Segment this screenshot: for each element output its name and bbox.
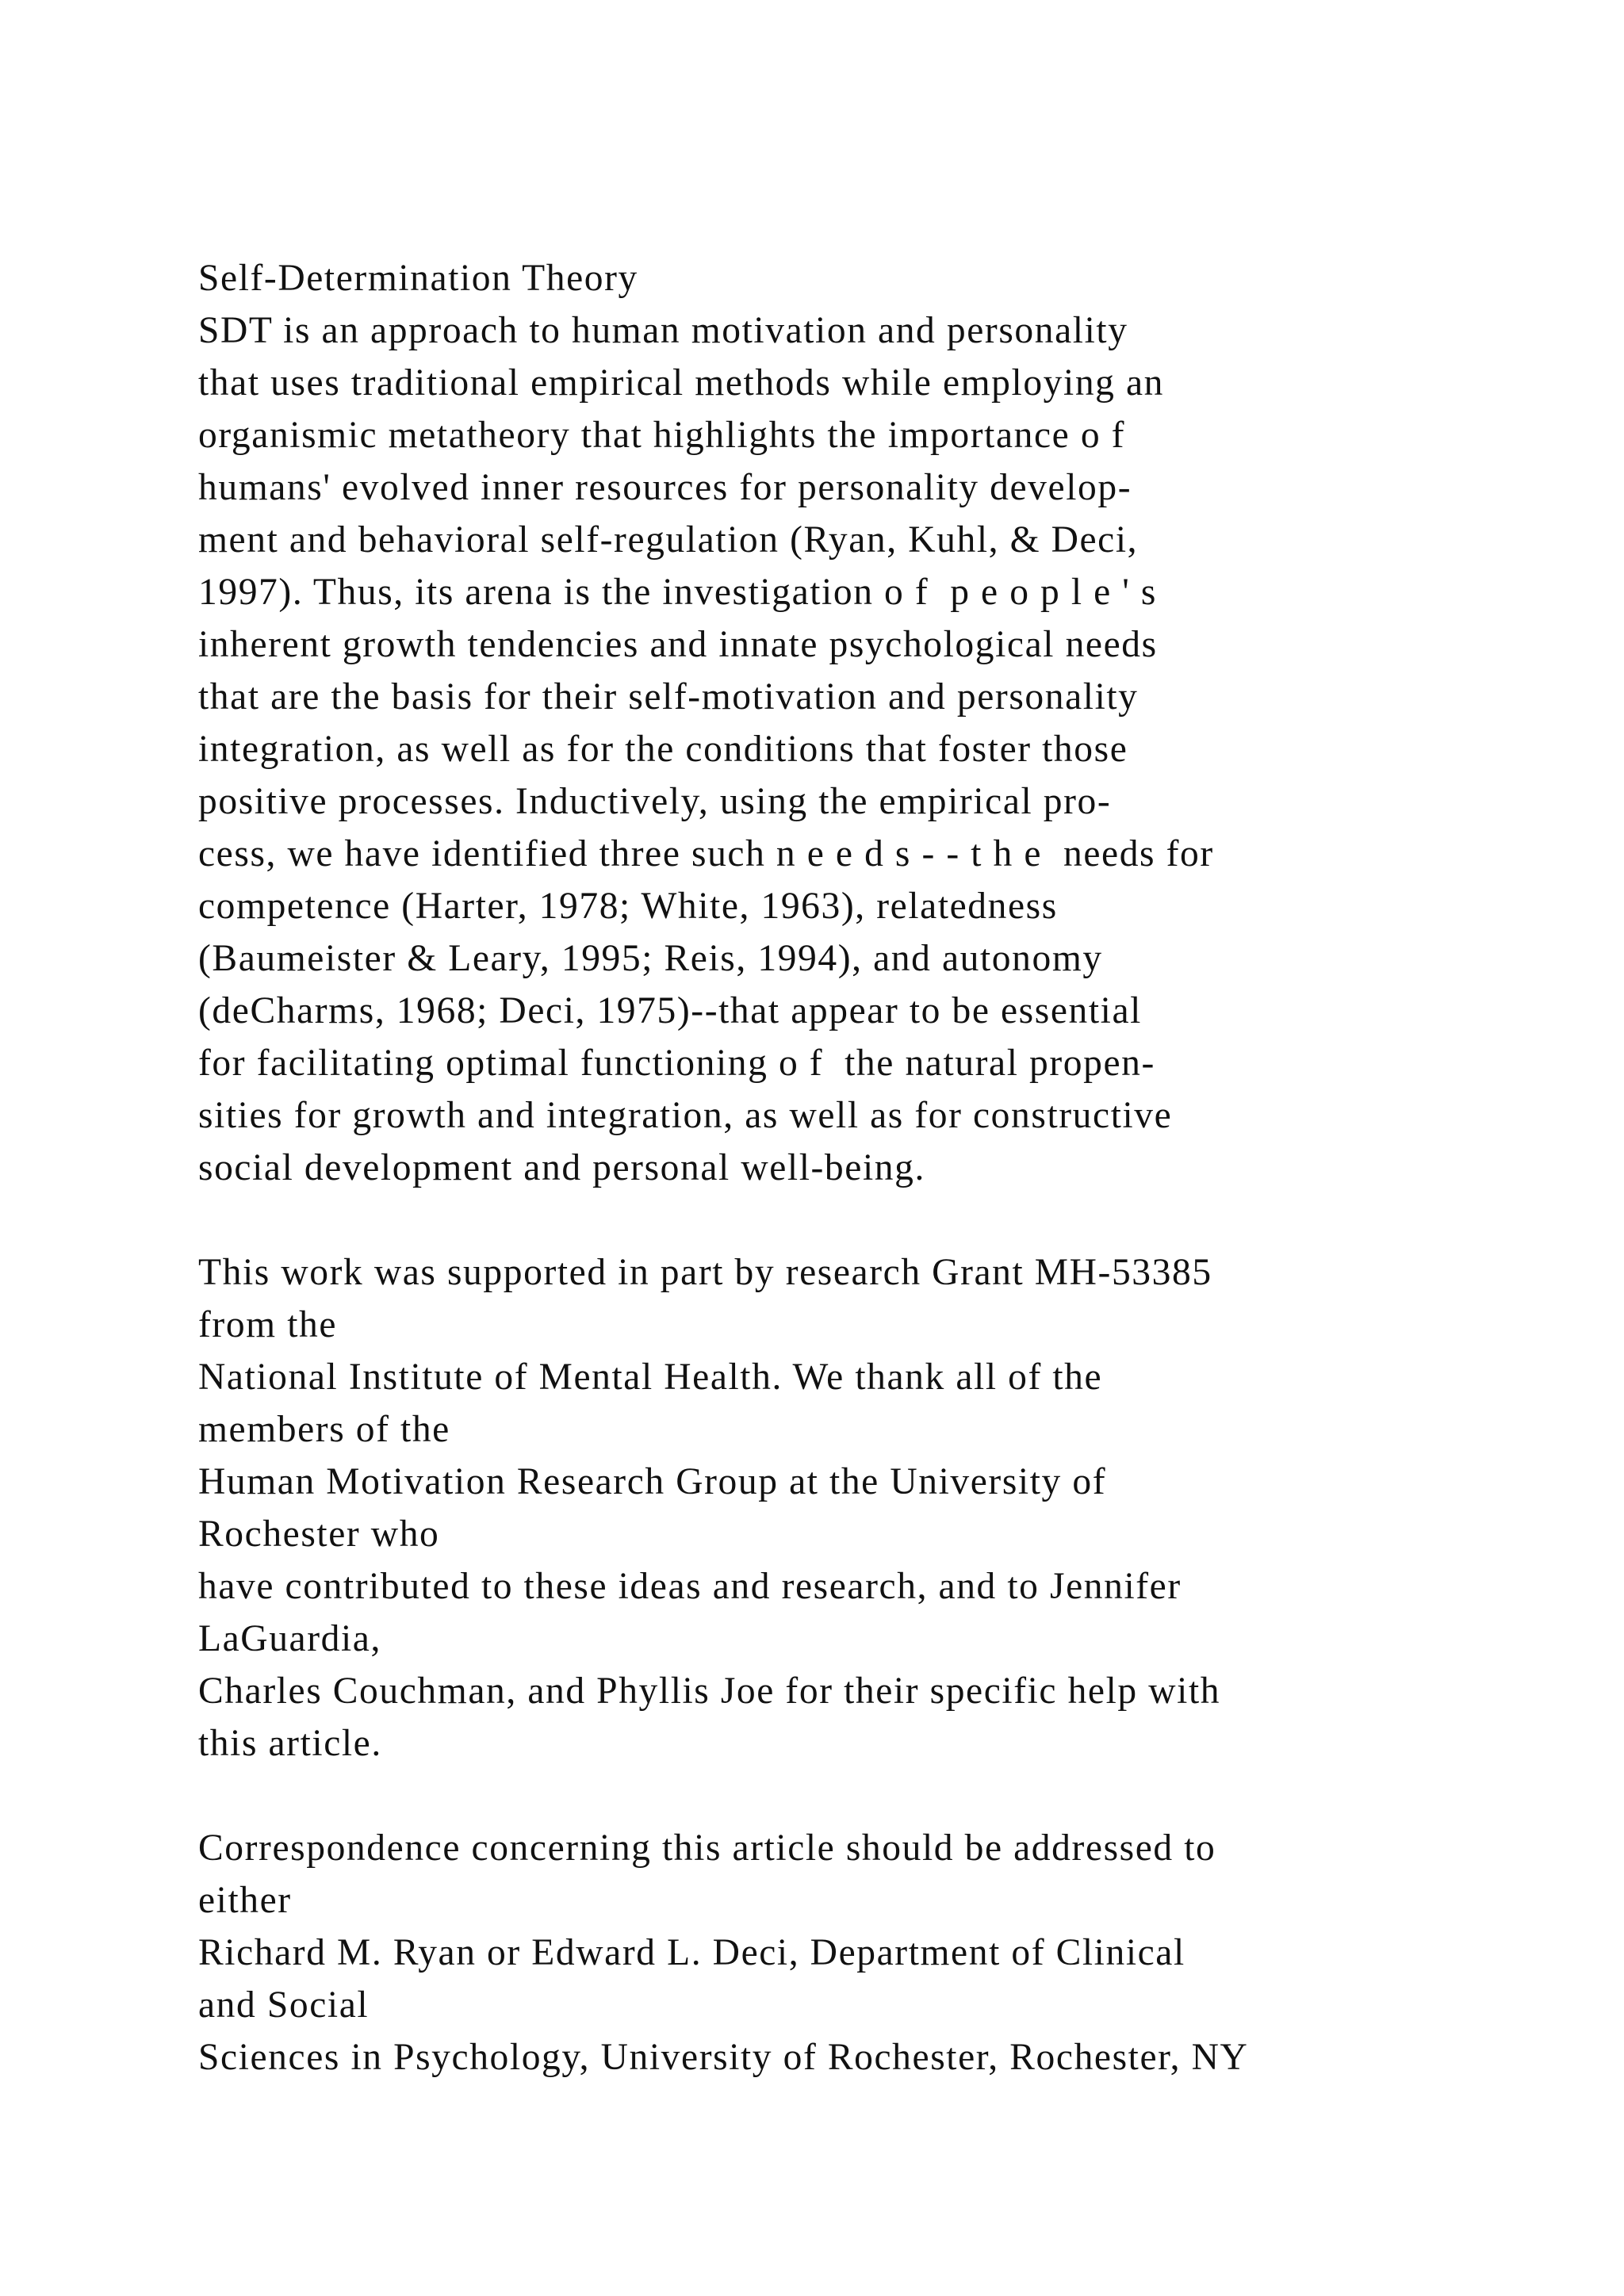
paragraph-acknowledgments [198,1246,1594,1770]
text-line: LaGuardia, [198,1618,381,1659]
text-line: competence (Harter, 1978; White, 1963), relatedness [198,886,1058,927]
text-line: Charles Couchman, and Phyllis Joe for their specific help with [198,1670,1221,1712]
document-text [198,252,1594,2084]
text-line: National Institute of Mental Health. We thank all of the [198,1357,1103,1398]
text-line: Richard M. Ryan or Edward L. Deci, Department of Clinical [198,1932,1185,1973]
text-line: Sciences in Psychology, University of Rochester, Rochester, NY [198,2037,1249,2078]
document-title: Self-Determination Theory [198,258,638,299]
text-line: either [198,1880,292,1921]
text-line: for facilitating optimal functioning o f the natural propen- [198,1043,1155,1084]
text-line: and Social [198,1984,370,2026]
text-line: sities for growth and integration, as well as for constructive [198,1095,1173,1136]
text-line: members of the [198,1409,450,1450]
text-line: cess, we have identified three such n e e d s - - t h e needs for [198,833,1214,874]
text-line: social development and personal well-being. [198,1147,925,1188]
text-line: humans' evolved inner resources for personality develop- [198,467,1132,508]
text-line: that are the basis for their self-motivation and personality [198,676,1139,718]
paragraph-gap [198,1194,1594,1246]
text-line: this article. [198,1723,382,1764]
text-line: have contributed to these ideas and research, and to Jennifer [198,1566,1182,1607]
paragraph-gap [198,1770,1594,1822]
text-line: (Baumeister & Leary, 1995; Reis, 1994), and autonomy [198,938,1103,979]
text-line: that uses traditional empirical methods while employing an [198,362,1165,404]
text-line: This work was supported in part by research Grant MH-53385 [198,1252,1212,1293]
paragraph-correspondence [198,1822,1594,2084]
text-line: Correspondence concerning this article should be addressed to [198,1827,1216,1869]
text-line: Human Motivation Research Group at the University of [198,1461,1107,1502]
text-line: inherent growth tendencies and innate psychological needs [198,624,1158,665]
text-line: organismic metatheory that highlights the importance o f [198,415,1126,456]
text-line: integration, as well as for the conditions that foster those [198,729,1128,770]
text-line: from the [198,1304,338,1345]
paragraph-motivation-overview [198,304,1594,1194]
text-line: ment and behavioral self-regulation (Ryan, Kuhl, & Deci, [198,519,1139,561]
text-line: positive processes. Inductively, using the empirical pro- [198,781,1112,822]
text-line: (deCharms, 1968; Deci, 1975)--that appear to be essential [198,990,1142,1031]
text-line: SDT is an approach to human motivation and personality [198,310,1128,351]
text-line: 1997). Thus, its arena is the investigation o f p e o p l e ' s [198,572,1158,613]
text-line: Rochester who [198,1513,440,1555]
